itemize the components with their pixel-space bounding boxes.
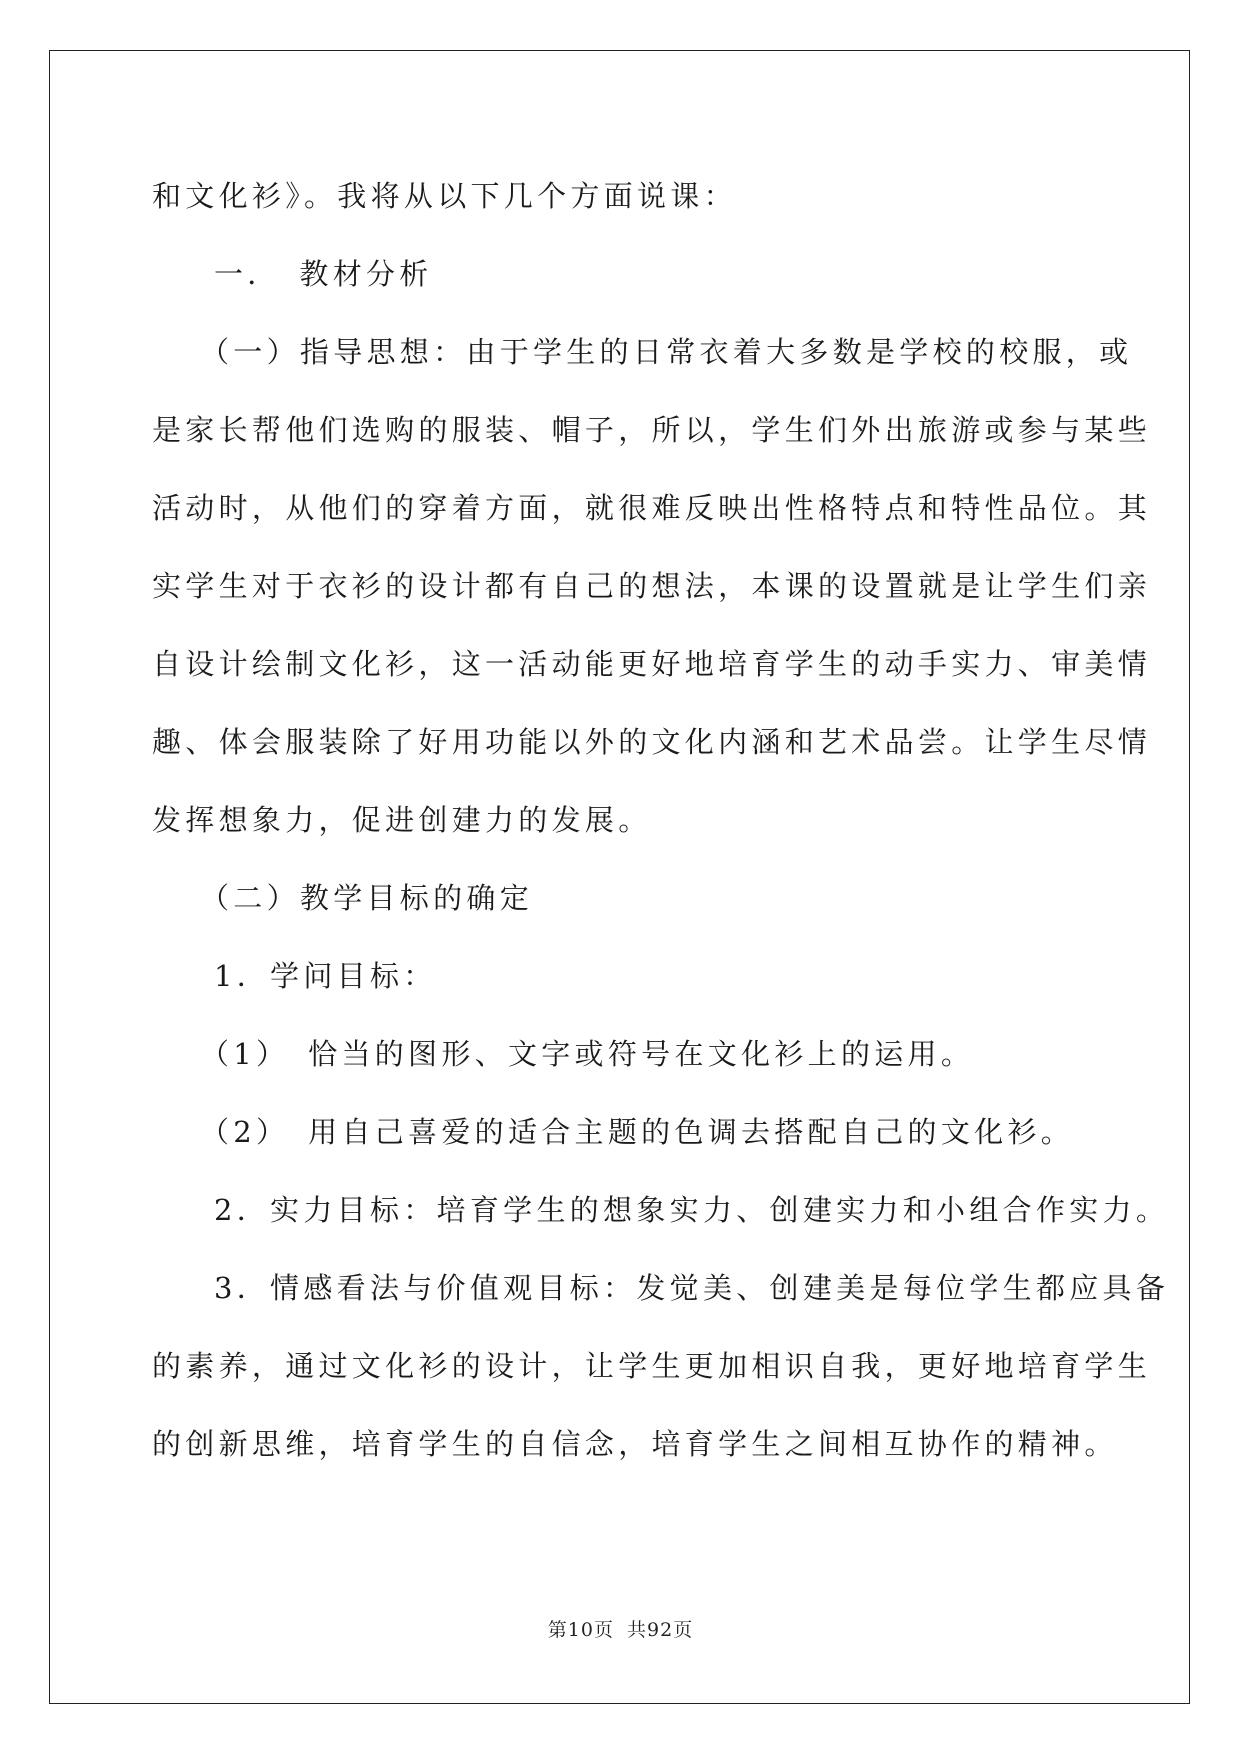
- text-line: 的素养，通过文化衫的设计，让学生更加相识自我，更好地培育学生: [152, 1349, 1152, 1383]
- text-line: 和文化衫》。我将从以下几个方面说课：: [152, 179, 737, 213]
- subsection-heading: （二）教学目标的确定: [200, 881, 534, 915]
- section-heading: 一． 教材分析: [214, 257, 433, 291]
- list-item: （2） 用自己喜爱的适合主题的色调去搭配自己的文化衫。: [200, 1115, 1075, 1149]
- document-body: [152, 165, 1170, 1491]
- text-line: 活动时，从他们的穿着方面，就很难反映出性格特点和特性品位。其: [152, 491, 1152, 525]
- list-item: 1．学问目标：: [214, 959, 437, 993]
- text-line: （一）指导思想：由于学生的日常衣着大多数是学校的校服，或: [200, 335, 1133, 369]
- text-line: 是家长帮他们选购的服装、帽子，所以，学生们外出旅游或参与某些: [152, 413, 1152, 447]
- page-number: 第10页: [547, 1619, 614, 1641]
- text-line: 实学生对于衣衫的设计都有自己的想法，本课的设置就是让学生们亲: [152, 569, 1152, 603]
- text-line: 的创新思维，培育学生的自信念，培育学生之间相互协作的精神。: [152, 1427, 1118, 1461]
- text-line: 发挥想象力，促进创建力的发展。: [152, 803, 652, 837]
- text-line: 自设计绘制文化衫，这一活动能更好地培育学生的动手实力、审美情: [152, 647, 1152, 681]
- list-item: 3．情感看法与价值观目标：发觉美、创建美是每位学生都应具备: [214, 1271, 1170, 1305]
- list-item: （1） 恰当的图形、文字或符号在文化衫上的运用。: [200, 1037, 975, 1071]
- list-item: 2．实力目标：培育学生的想象实力、创建实力和小组合作实力。: [214, 1193, 1170, 1227]
- page-footer: [0, 1615, 1241, 1642]
- page-total: 共92页: [627, 1619, 694, 1641]
- text-line: 趣、体会服装除了好用功能以外的文化内涵和艺术品尝。让学生尽情: [152, 725, 1152, 759]
